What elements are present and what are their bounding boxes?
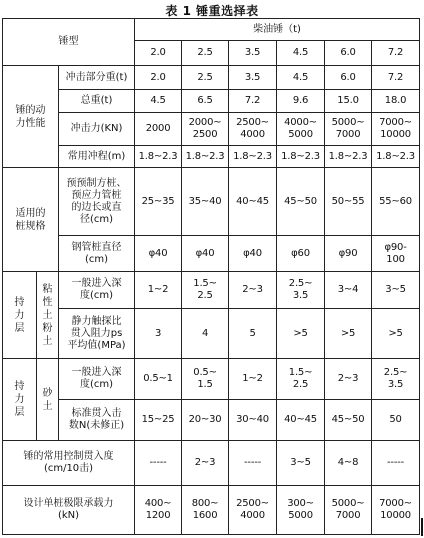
table-cell: 0.5~1 bbox=[135, 359, 182, 400]
row-label: 钢管桩直径 (cm) bbox=[59, 236, 135, 272]
row-label: 冲击力(KN) bbox=[59, 113, 135, 146]
table-cell: 15.0 bbox=[325, 90, 372, 113]
row-label: 静力触探比 贯入阻力ps 平均值(MPa) bbox=[59, 309, 135, 359]
table-cell: >5 bbox=[277, 309, 325, 359]
table-cell: 35~40 bbox=[182, 168, 229, 236]
table-cell: ----- bbox=[372, 441, 420, 486]
edge-mark bbox=[421, 518, 423, 536]
table-cell: 3 bbox=[135, 309, 182, 359]
table-cell: 3~5 bbox=[372, 272, 420, 309]
table-cell: 50~55 bbox=[325, 168, 372, 236]
table-cell: 1.8~2.3 bbox=[182, 146, 229, 168]
table-cell: 300~ 5000 bbox=[277, 486, 325, 535]
table-cell: 1.8~2.3 bbox=[325, 146, 372, 168]
table-cell: 2~3 bbox=[325, 359, 372, 400]
table-cell: φ40 bbox=[182, 236, 229, 272]
table-cell: φ60 bbox=[277, 236, 325, 272]
hammer-type-header: 锤型 bbox=[3, 19, 135, 66]
model-header: 2.5 bbox=[182, 41, 229, 66]
table-cell: 45~50 bbox=[277, 168, 325, 236]
group-dynamic-performance: 锤的动 力性能 bbox=[3, 66, 59, 168]
group-sand: 砂 土 bbox=[37, 359, 59, 441]
table-cell: 4.5 bbox=[277, 66, 325, 90]
table-cell: 55~60 bbox=[372, 168, 420, 236]
table-cell: 1~2 bbox=[229, 359, 277, 400]
table-cell: 20~30 bbox=[182, 400, 229, 441]
table-cell: φ90- 100 bbox=[372, 236, 420, 272]
table-cell: 3.5 bbox=[229, 66, 277, 90]
table-cell: 5000~ 7000 bbox=[325, 486, 372, 535]
table-cell: 4 bbox=[182, 309, 229, 359]
row-label: 总重(t) bbox=[59, 90, 135, 113]
table-cell: 5 bbox=[229, 309, 277, 359]
table-cell: 2.5 bbox=[182, 66, 229, 90]
table-cell: φ40 bbox=[229, 236, 277, 272]
table-cell: >5 bbox=[372, 309, 420, 359]
table-cell: 15~25 bbox=[135, 400, 182, 441]
row-label: 一般进入深 度(cm) bbox=[59, 272, 135, 309]
table-cell: 3~4 bbox=[325, 272, 372, 309]
table-cell: 1.5~ 2.5 bbox=[277, 359, 325, 400]
table-cell: 2~3 bbox=[229, 272, 277, 309]
table-cell: 30~40 bbox=[229, 400, 277, 441]
table-cell: 1.8~2.3 bbox=[277, 146, 325, 168]
table-cell: 2.5~ 3.5 bbox=[277, 272, 325, 309]
row-label: 设计单桩极限承载力 (kN) bbox=[3, 486, 135, 535]
model-header: 6.0 bbox=[325, 41, 372, 66]
row-label: 标准贯入击 数N(未修正) bbox=[59, 400, 135, 441]
table-cell: 2500~ 4000 bbox=[229, 486, 277, 535]
table-cell: 1~2 bbox=[135, 272, 182, 309]
table-cell: 4000~ 5000 bbox=[277, 113, 325, 146]
table-cell: 4~8 bbox=[325, 441, 372, 486]
table-cell: φ40 bbox=[135, 236, 182, 272]
table-cell: 800~ 1600 bbox=[182, 486, 229, 535]
row-label: 预预制方桩、 预应力管桩 的边长或直 径(cm) bbox=[59, 168, 135, 236]
table-cell: 7.2 bbox=[229, 90, 277, 113]
table-cell: 7000~ 10000 bbox=[372, 486, 420, 535]
table-cell: 25~35 bbox=[135, 168, 182, 236]
table-cell: >5 bbox=[325, 309, 372, 359]
model-header: 3.5 bbox=[229, 41, 277, 66]
table-cell: 40~45 bbox=[229, 168, 277, 236]
table-cell: 5000~ 7000 bbox=[325, 113, 372, 146]
table-cell: 7000~ 10000 bbox=[372, 113, 420, 146]
table-cell: 1.8~2.3 bbox=[135, 146, 182, 168]
model-header: 4.5 bbox=[277, 41, 325, 66]
row-label: 常用冲程(m) bbox=[59, 146, 135, 168]
table-cell: 18.0 bbox=[372, 90, 420, 113]
row-label: 冲击部分重(t) bbox=[59, 66, 135, 90]
table-cell: 3~5 bbox=[277, 441, 325, 486]
group-clay-silt: 粘 性 土 粉 土 bbox=[37, 272, 59, 359]
diesel-hammer-header: 柴油锤（t) bbox=[135, 19, 420, 41]
table-cell: 6.0 bbox=[325, 66, 372, 90]
table-cell: 9.6 bbox=[277, 90, 325, 113]
table-cell: 400~ 1200 bbox=[135, 486, 182, 535]
row-label: 一般进入深 度(cm) bbox=[59, 359, 135, 400]
model-header: 2.0 bbox=[135, 41, 182, 66]
table-cell: 50 bbox=[372, 400, 420, 441]
group-bearing-layer-clay: 持 力 层 bbox=[3, 272, 37, 359]
table-cell: 7.2 bbox=[372, 66, 420, 90]
table-cell: 0.5~ 1.5 bbox=[182, 359, 229, 400]
table-cell: 1.8~2.3 bbox=[372, 146, 420, 168]
table-cell: 2.5~ 3.5 bbox=[372, 359, 420, 400]
table-cell: φ90 bbox=[325, 236, 372, 272]
group-bearing-layer-sand: 持 力 层 bbox=[3, 359, 37, 441]
table-cell: ----- bbox=[135, 441, 182, 486]
table-cell: 4.5 bbox=[135, 90, 182, 113]
table-cell: 40~45 bbox=[277, 400, 325, 441]
model-header: 7.2 bbox=[372, 41, 420, 66]
row-label: 锤的常用控制贯入度 (cm/10击) bbox=[3, 441, 135, 486]
table-cell: 2500~ 4000 bbox=[229, 113, 277, 146]
table-cell: 2~3 bbox=[182, 441, 229, 486]
table-cell: 2.0 bbox=[135, 66, 182, 90]
table-cell: 2000 bbox=[135, 113, 182, 146]
hammer-selection-table bbox=[2, 18, 420, 535]
table-cell: 1.5~ 2.5 bbox=[182, 272, 229, 309]
table-cell: 6.5 bbox=[182, 90, 229, 113]
table-cell: 1.8~2.3 bbox=[229, 146, 277, 168]
table-title: 表 1 锤重选择表 bbox=[165, 4, 259, 18]
group-pile-spec: 适用的 桩规格 bbox=[3, 168, 59, 272]
table-cell: 2000~ 2500 bbox=[182, 113, 229, 146]
table-cell: 45~50 bbox=[325, 400, 372, 441]
table-cell: ----- bbox=[229, 441, 277, 486]
